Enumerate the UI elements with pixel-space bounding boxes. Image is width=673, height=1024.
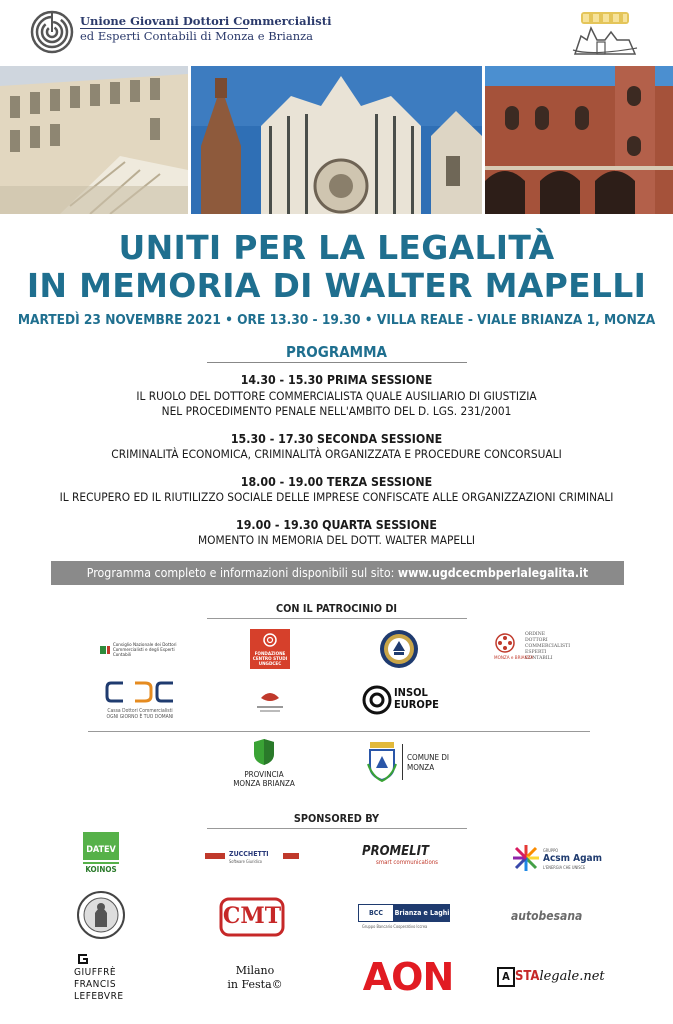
event-title-line2: IN MEMORIA DI WALTER MAPELLI — [26, 266, 647, 305]
programma-divider — [207, 362, 467, 363]
insol-globe-icon — [362, 685, 392, 715]
koinos-text: KOINOS — [85, 865, 117, 874]
session-1-head: 14.30 - 15.30 PRIMA SESSIONE — [240, 373, 433, 387]
milano-in-festa-logo — [220, 964, 290, 996]
ordine-line5: CONTABILI — [525, 656, 553, 661]
giuffre-logo — [74, 953, 134, 1005]
cmt-logo — [219, 897, 285, 937]
bcc-text: BCC — [358, 904, 394, 922]
insol-line2: EUROPE — [394, 698, 439, 711]
giuffre-line2: FRANCIS — [74, 979, 117, 990]
ordine-line6: MONZA e BRIANZA — [494, 656, 534, 661]
datev-koinos-logo — [79, 832, 123, 886]
comune-line1: COMUNE DI — [407, 753, 450, 762]
zucchetti-sub: Software Giuridico — [229, 859, 263, 864]
ordine-line2: DOTTORI — [525, 638, 548, 643]
cdc-mark-icon — [105, 680, 175, 704]
comune-line2: MONZA — [407, 763, 435, 772]
asta-legale: legale.net — [539, 969, 605, 984]
zucchetti-logo — [205, 848, 300, 866]
autobesana-text: autobesana — [511, 909, 583, 923]
zucchetti-left-mark — [205, 853, 225, 859]
milano-line2: in Festa© — [227, 978, 283, 991]
session-3-line1: IL RECUPERO ED IL RIUTILIZZO SOCIALE DELLE IMPRESE CONFISCATE ALLE ORGANIZZAZIONI CRIMINALI — [59, 490, 614, 504]
villa-reale-photo — [0, 66, 188, 214]
asta-sta: STA — [515, 969, 540, 984]
patrocinio-title: CON IL PATROCINIO DI — [275, 602, 398, 615]
comune-divider — [402, 744, 403, 780]
zucchetti-name: ZUCCHETTI — [229, 850, 269, 858]
ordine-line3: COMMERCIALISTI — [525, 644, 571, 649]
aon-text: AON — [362, 955, 454, 999]
giuffre-mark-icon — [77, 953, 89, 965]
org-name-line2: ed Esperti Contabili di Monza e Brianza — [80, 29, 314, 43]
fondazione-name: FONDAZIONE CENTRO STUDI UNGDCEC — [252, 652, 288, 667]
aon-logo — [360, 954, 456, 1000]
insol-line1: INSOL — [394, 686, 428, 699]
event-details: MARTEDÌ 23 NOVEMBRE 2021 • ORE 13.30 - 19.30 • VILLA REALE - VIALE BRIANZA 1, MONZA — [17, 312, 656, 328]
org-name — [80, 14, 331, 44]
acsm-gruppo: GRUPPO — [543, 848, 559, 853]
datev-text: DATEV — [86, 845, 116, 855]
website-link[interactable]: www.ugdcecmbperlalegalita.it — [397, 566, 589, 580]
promelit-logo — [362, 845, 452, 867]
seal-logo — [379, 629, 419, 669]
website-banner — [51, 561, 624, 585]
astalegale-logo — [497, 966, 617, 990]
cdc-sub2: OGNI GIORNO È TUO DOMANI — [106, 714, 174, 720]
provincia-mb-logo — [222, 738, 306, 788]
ordine-monza-logo — [494, 632, 574, 670]
giuffre-line1: GIUFFRÈ — [74, 967, 116, 978]
monza-crown-logo — [571, 10, 641, 58]
comune-monza-logo — [366, 740, 450, 786]
asta-a: A — [497, 967, 515, 987]
session-1-line2: NEL PROCEDIMENTO PENALE NELL'AMBITO DEL D. LGS. 231/2001 — [161, 404, 512, 418]
ugdcec-labyrinth-logo — [30, 10, 74, 54]
promelit-name: PROMELIT — [362, 844, 429, 859]
session-2-line1: CRIMINALITÀ ECONOMICA, CRIMINALITÀ ORGANIZZATA E PROCEDURE CONCORSUALI — [111, 447, 562, 461]
acsm-agam-logo — [512, 843, 607, 873]
ordine-line4: ESPERTI — [525, 650, 547, 655]
autobesana-logo — [511, 909, 601, 929]
programma-title: PROGRAMMA — [286, 343, 387, 361]
acsm-name: Acsm Agam — [543, 853, 603, 864]
insol-europe-logo — [362, 684, 442, 716]
bcc-sub: Gruppo Bancario Cooperativo Iccrea — [362, 924, 428, 929]
bcc-name: Brianza e Laghi — [394, 904, 450, 922]
cdc-logo — [104, 680, 176, 722]
cdc-sub1: Cassa Dottori Commercialisti — [107, 708, 173, 714]
session-2-head: 15.30 - 17.30 SECONDA SESSIONE — [230, 432, 443, 446]
provincia-line2: MONZA BRIANZA — [233, 779, 295, 788]
session-4-line1: MOMENTO IN MEMORIA DEL DOTT. WALTER MAPELLI — [197, 533, 476, 547]
acsm-sun-icon — [512, 844, 540, 872]
cndcec-name: Consiglio Nazionale dei Dottori Commercialisti e degli Esperti Contabili — [112, 642, 177, 658]
patrocinio-bottom-divider — [88, 731, 590, 732]
cmt-text: CMT — [222, 903, 282, 929]
sponsors-title: SPONSORED BY — [293, 812, 380, 825]
ordine-avvocati-seal — [77, 891, 125, 939]
provincia-line1: PROVINCIA — [244, 770, 284, 779]
duomo-monza-photo — [191, 66, 482, 214]
session-4-head: 19.00 - 19.30 QUARTA SESSIONE — [236, 518, 437, 532]
comune-crest-icon — [366, 740, 398, 782]
promelit-sub: smart communications — [376, 859, 438, 866]
provincia-shield-icon — [251, 738, 277, 766]
session-3-head: 18.00 - 19.00 TERZA SESSIONE — [240, 475, 433, 489]
session-1-line1: IL RUOLO DEL DOTTORE COMMERCIALISTA QUALE AUSILIARIO DI GIUSTIZIA — [136, 389, 537, 403]
small-monza-logo — [253, 686, 287, 716]
banner-text: Programma completo e informazioni disponibili sul sito: — [86, 566, 395, 580]
org-name-line1: Unione Giovani Dottori Commercialisti — [80, 14, 332, 28]
sponsors-divider — [207, 828, 467, 829]
patrocinio-divider — [207, 618, 467, 619]
zucchetti-right-mark — [283, 853, 299, 859]
arengario-photo — [485, 66, 673, 214]
acsm-sub: L'ENERGIA CHE UNISCE — [543, 865, 586, 870]
milano-line1: Milano — [235, 964, 275, 977]
bcc-brianza-logo — [358, 904, 450, 932]
cndcec-logo — [100, 640, 180, 660]
fondazione-logo — [250, 629, 290, 669]
ordine-line1: ORDINE — [525, 632, 546, 637]
ordine-flower-icon — [494, 632, 516, 654]
event-title-line1: UNITI PER LA LEGALITÀ — [118, 228, 555, 267]
header-divider — [80, 28, 248, 29]
giuffre-line3: LEFEBVRE — [74, 991, 124, 1002]
